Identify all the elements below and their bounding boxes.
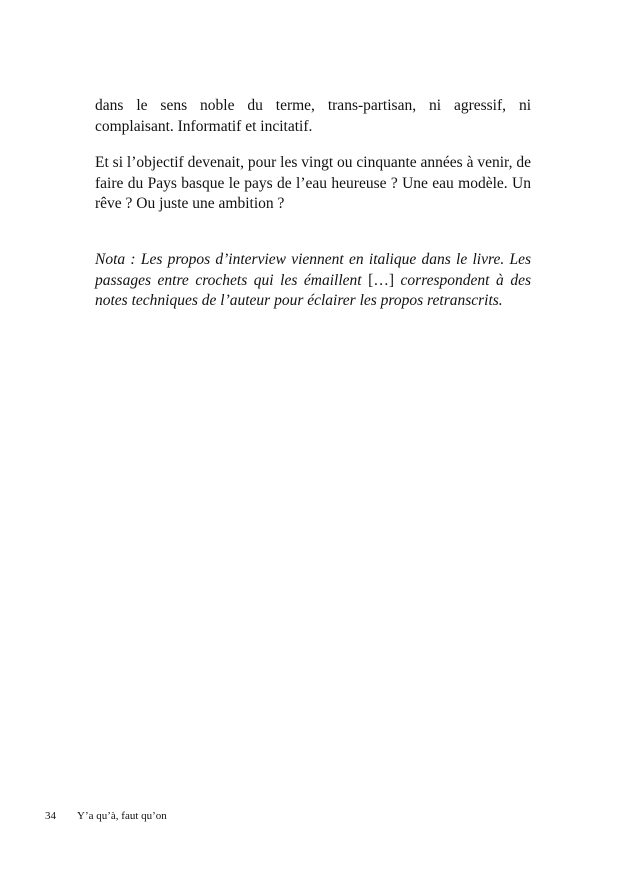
page-footer	[45, 809, 167, 823]
body-paragraph-2: Et si l’objectif devenait, pour les vingt ou cinquante années à venir, de faire du Pays basque le pays de l’eau heureuse ? Une eau modèle. Un rêve ? Ou juste une ambition ?	[95, 154, 531, 212]
note-brackets: […]	[368, 271, 394, 289]
page-number: 34	[45, 810, 56, 822]
running-title: Y’a qu’à, faut qu’on	[77, 810, 167, 822]
note-text-start: Nota : Les propos d’interview viennent en italique dans le livre. Les passages entre crochets qui les émaillent	[95, 251, 531, 289]
editorial-note	[95, 250, 531, 312]
note-text-end: correspondent à des notes techniques de l’auteur pour éclairer les propos retranscrits.	[95, 271, 531, 309]
body-paragraph-1: dans le sens noble du terme, trans-partisan, ni agressif, ni complaisant. Informatif et incitatif.	[95, 97, 531, 135]
